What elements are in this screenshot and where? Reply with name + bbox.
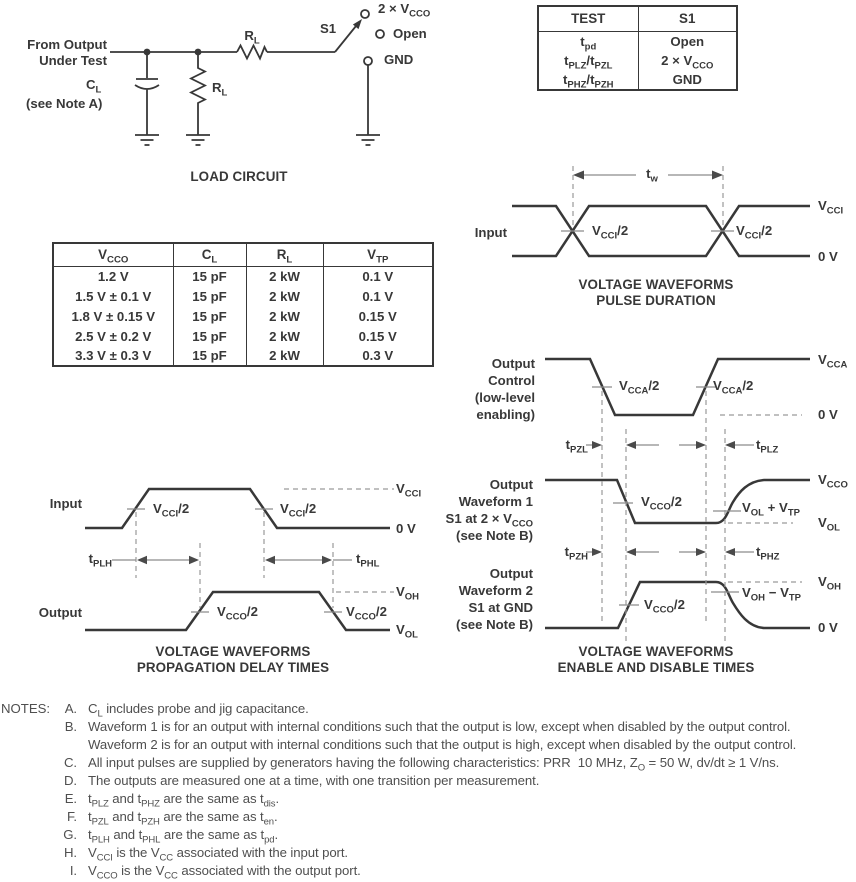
pd-vcci-level-label: $V_{CCI}$ [818,198,844,217]
test-s1-table [537,5,738,91]
note-a: A. $C_L$ includes probe and jig capacitance. [64,701,309,720]
ppd-input-crossing2-label: $V_{CCI}/2$ [280,501,317,520]
ground-symbol [356,135,380,145]
tpzl-label: $t_{PZL}$ [565,437,588,456]
notes-list [0,700,856,880]
tphl-label: $t_{PHL}$ [356,551,380,570]
shunt-resistor-symbol [191,52,205,135]
voh-level-label: $V_{OH}$ [818,574,842,593]
ppd-output-crossing1-label: $V_{CCO}/2$ [217,604,258,623]
s1-header-cell: S1 [638,6,737,31]
table-row: 3.3 V ± 0.3 V 15 pF 2 kW 0.3 V [53,346,433,366]
ed-title: VOLTAGE WAVEFORMS ENABLE AND DISABLE TIMES [557,644,755,675]
series-resistor-symbol [237,46,267,59]
output-control-waveform [545,359,810,415]
vol-level-label: $V_{OL}$ [818,515,840,534]
note-e: E. $t_{PLZ}$ and $t_{PHZ}$ are the same as $t_{dis}$. [64,791,280,810]
w2-0v-level-label: 0 V [818,620,838,635]
table-row: 1.5 V ± 0.1 V 15 pF 2 kW 0.1 V [53,286,433,306]
note-h: H. $V_{CCI}$ is the $V_{CC}$ associated with the input port. [64,845,348,864]
table-row: $t_{PHZ}/t_{PZH}$ GND [538,70,737,90]
test-header-cell: TEST [538,6,638,31]
ppd-vcci-level-label: $V_{CCI}$ [396,481,422,500]
arrowhead-icon [189,556,199,564]
pd-crossing2-label: $V_{CCI}/2$ [736,223,773,242]
w1-crossing-label: $V_{CCO}/2$ [641,494,682,513]
arrowhead-icon [696,441,706,449]
table-row: $t_{PLZ}/t_{PZL}$ $2 \times V_{CCO}$ [538,51,737,71]
load-circuit-title: LOAD CIRCUIT [190,169,288,184]
note-c: C. All input pulses are supplied by generators having the following characteristics: PRR 10 MHz, $Z_O = 50$ W, dv/dt ≥ 1 V/ns. [64,755,780,774]
arrowhead-icon [265,556,275,564]
ppd-voh-level-label: $V_{OH}$ [396,584,420,603]
arrowhead-icon [137,556,147,564]
tpzh-label: $t_{PZH}$ [564,544,588,563]
note-b-cont: Waveform 2 is for an output with internal conditions such that the output is high, except when disabled by the output control. [88,737,797,752]
note-d: D. The outputs are measured one at a time, with one transition per measurement. [64,773,540,788]
switch-contact-gnd [364,57,372,65]
switch-pos-gnd-label: GND [384,52,414,67]
ppd-vol-level-label: $V_{OL}$ [396,622,418,641]
notes-heading: NOTES: [1,701,51,716]
arrowhead-icon [573,171,584,180]
note-b: B. Waveform 1 is for an output with internal conditions such that the output is low, except when disabled by the output control. [64,719,791,734]
table-row: 2.5 V ± 0.2 V 15 pF 2 kW 0.15 V [53,326,433,346]
arrowhead-icon [592,548,602,556]
capacitor-label: $C_L$ [86,77,102,96]
ppd-output-label: Output [38,605,82,620]
tphz-label: $t_{PHZ}$ [756,544,780,563]
waveform1-label: Output Waveform 1 S1 at $2 \times V_{CCO}$ (see Note B) [445,477,533,543]
load-parameter-table [52,242,434,367]
arrowhead-icon [592,441,602,449]
pd-tw-label: $t_w$ [646,166,658,185]
arrowhead-icon [712,171,723,180]
pd-0v-level-label: 0 V [818,249,838,264]
from-output-label-line2: Under Test [39,53,107,68]
shunt-resistor-label: $R_L$ [212,80,228,99]
note-g: G. $t_{PLH}$ and $t_{PHL}$ are the same as $t_{pd}$. [63,827,279,846]
arrowhead-icon [626,548,636,556]
arrowhead-icon [626,441,636,449]
ppd-input-label: Input [49,496,82,511]
vcca-level-label: $V_{CCA}$ [818,352,848,371]
pd-crossing1-label: $V_{CCI}/2$ [592,223,629,242]
ground-symbol [186,135,210,145]
tplz-label: $t_{PLZ}$ [756,437,779,456]
series-resistor-label: $R_L$ [244,28,260,47]
w1-threshold-label: $V_{OL} + V_{TP}$ [742,500,800,519]
arrowhead-icon [725,441,735,449]
ppd-input-crossing1-label: $V_{CCI}/2$ [153,501,190,520]
arrowhead-icon [725,548,735,556]
ppd-title: VOLTAGE WAVEFORMS PROPAGATION DELAY TIMES [136,644,330,675]
ppd-output-crossing2-label: $V_{CCO}/2$ [346,604,387,623]
oc-crossing2-label: $V_{CCA}/2$ [713,378,754,397]
w2-crossing-label: $V_{CCO}/2$ [644,597,685,616]
capacitor-symbol [135,52,159,135]
oc-0v-level-label: 0 V [818,407,838,422]
note-f: F. $t_{PZL}$ and $t_{PZH}$ are the same as $t_{en}$. [66,809,278,828]
tplh-label: $t_{PLH}$ [88,551,112,570]
switch-contact-2vcco [361,10,369,18]
switch-pos-2vcco-label: $2 \times V_{CCO}$ [378,1,431,20]
arrowhead-icon [322,556,332,564]
table-row: 1.2 V 15 pF 2 kW 0.1 V [53,266,433,286]
switch-label: S1 [320,21,337,36]
from-output-label-line1: From Output [27,37,107,52]
switch-pos-open-label: Open [393,26,427,41]
table-header-row: $V_{CCO}$ $C_L$ $R_L$ $V_{TP}$ [53,243,433,266]
switch-contact-open [376,30,384,38]
pd-input-label: Input [474,225,507,240]
pd-title: VOLTAGE WAVEFORMS PULSE DURATION [578,277,734,308]
oc-crossing1-label: $V_{CCA}/2$ [619,378,660,397]
arrowhead-icon [696,548,706,556]
capacitor-note-label: (see Note A) [26,96,103,111]
w2-threshold-label: $V_{OH} - V_{TP}$ [742,585,802,604]
table-row: $t_{pd}$ Open [538,31,737,51]
table-row: 1.8 V ± 0.15 V 15 pF 2 kW 0.15 V [53,306,433,326]
waveform2-label: Output Waveform 2 S1 at GND (see Note B) [456,566,533,632]
vcco-level-label: $V_{CCO}$ [818,472,848,491]
switch-lever [335,26,356,52]
ground-symbol [135,135,159,145]
ppd-0v-level-label: 0 V [396,521,416,536]
table-header-row [538,6,737,31]
note-i: I. $V_{CCO}$ is the $V_{CC}$ associated with the output port. [69,863,361,882]
output-control-label: Output Control (low-level enabling) [474,356,535,422]
